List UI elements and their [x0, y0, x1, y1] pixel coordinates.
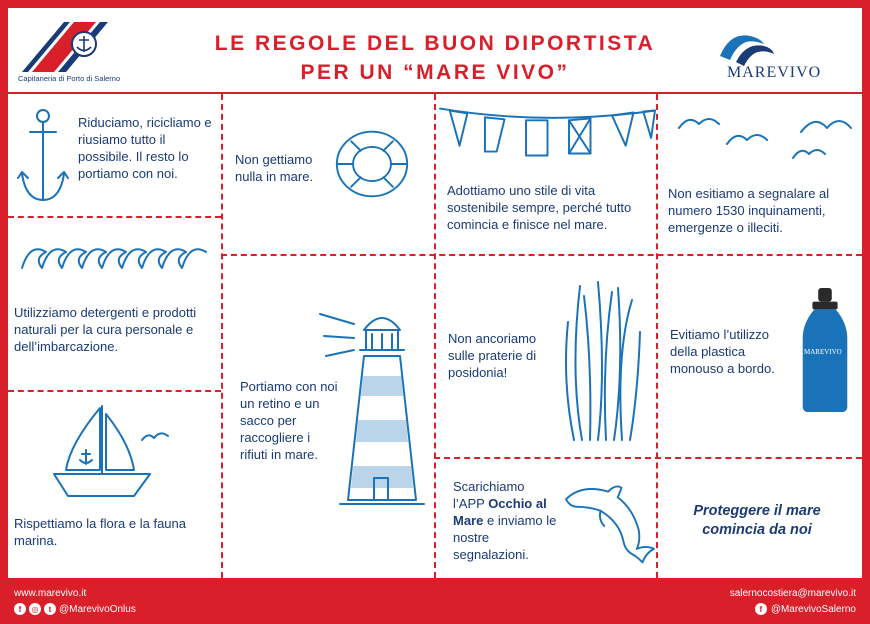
footer-social-right: [755, 603, 856, 615]
lifebuoy-icon: [332, 126, 412, 202]
facebook-icon[interactable]: f: [14, 603, 26, 615]
rule-flora: Rispettiamo la flora e la fauna marina.: [14, 516, 186, 548]
grid-line: [8, 216, 221, 218]
page-title: [175, 29, 695, 87]
marevivo-dolphins-logo: [716, 26, 776, 66]
title-line-2: PER UN “MARE VIVO”: [300, 61, 570, 84]
coast-guard-caption: Capitaneria di Porto di Salerno: [18, 74, 121, 83]
rule-app-pre: Scarichiamo l’APP: [453, 479, 525, 511]
rule-detergents: Utilizziamo detergenti e prodotti naturali per la cura personale e dell’imbarcazione.: [14, 305, 197, 354]
rule-plastic: Evitiamo l’utilizzo della plastica monouso a bordo.: [670, 327, 775, 376]
anchor-icon: [18, 108, 68, 208]
footer-website[interactable]: www.marevivo.it: [14, 588, 87, 599]
dolphin-icon: [560, 482, 660, 568]
bottle-label: MAREVIVO: [804, 348, 842, 356]
footer-handle-left[interactable]: @MarevivoOnlus: [59, 603, 136, 615]
rule-lifestyle: Adottiamo uno stile di vita sostenibile sempre, perché tutto comincia e finisce nel mare.: [447, 183, 632, 232]
title-line-1: LE REGOLE DEL BUON DIPORTISTA: [214, 32, 656, 55]
rule-app: [453, 478, 558, 563]
sailboat-icon: [30, 404, 190, 504]
rule-app-post: e inviamo le nostre segnalazioni.: [453, 513, 557, 562]
rule-posidonia: Non ancoriamo sulle praterie di posidonia!: [448, 331, 537, 380]
footer-social-left: [14, 603, 136, 615]
grid-line: [221, 94, 223, 578]
twitter-icon[interactable]: t: [44, 603, 56, 615]
seagrass-icon: [562, 282, 642, 442]
grid-line: [434, 457, 862, 459]
app-name: Occhio al Mare: [453, 496, 547, 528]
grid-line: [221, 254, 862, 256]
rule-no-throw: Non gettiamo nulla in mare.: [235, 152, 314, 184]
bunting-flags-icon: [440, 98, 655, 168]
footer-email[interactable]: salernocostiera@marevivo.it: [729, 588, 856, 599]
footer-handle-right[interactable]: @MarevivoSalerno: [770, 603, 856, 615]
facebook-icon[interactable]: f: [755, 603, 767, 615]
waves-icon: [20, 238, 210, 278]
slogan: Proteggere il mare comincia da noi: [693, 503, 821, 538]
rule-net: Portiamo con noi un retino e un sacco per raccogliere i rifiuti in mare.: [240, 379, 338, 462]
seagulls-icon: [675, 106, 855, 166]
grid-line: [8, 390, 221, 392]
grid-line: [434, 94, 436, 578]
marevivo-logo-text: MAREVIVO: [727, 64, 822, 81]
lighthouse-icon: [320, 300, 430, 520]
instagram-icon[interactable]: ◎: [29, 603, 41, 615]
rule-report: Non esitiamo a segnalare al numero 1530 inquinamenti, emergenze o illeciti.: [668, 186, 830, 235]
rule-recycle: Riduciamo, ricicliamo e riusiamo tutto il possibile. Il resto lo portiamo con noi.: [78, 115, 212, 181]
